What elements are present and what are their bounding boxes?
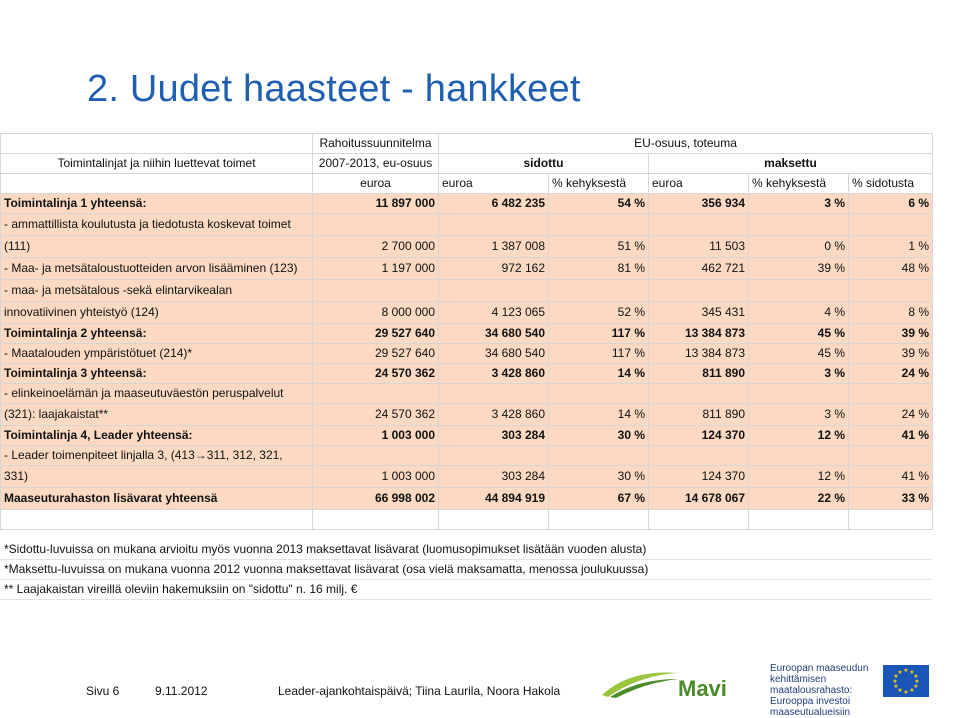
- maksettu-pct: 39 %: [749, 258, 849, 280]
- row-label: Maaseuturahaston lisävarat yhteensä: [1, 488, 313, 510]
- svg-text:★: ★: [909, 687, 915, 694]
- maksettu-pct: 12 %: [749, 466, 849, 488]
- sidotusta-pct: 39 %: [849, 344, 933, 364]
- sidottu-value: 4 123 065: [439, 302, 549, 324]
- maksettu-value: 124 370: [649, 466, 749, 488]
- table-row: [1, 446, 933, 466]
- sidottu-pct: 14 %: [549, 404, 649, 426]
- mavi-wordmark: Mavi: [678, 676, 727, 701]
- maksettu-value: 13 384 873: [649, 324, 749, 344]
- sidottu-value: 3 428 860: [439, 404, 549, 426]
- svg-text:★: ★: [903, 689, 909, 696]
- maksettu-value: 124 370: [649, 426, 749, 446]
- plan-value: 1 197 000: [313, 258, 439, 280]
- row-label: - ammattillista koulutusta ja tiedotusta koskevat toimet: [1, 214, 313, 236]
- row-label: - maa- ja metsätalous -sekä elintarvikealan: [1, 280, 313, 302]
- table-row: [1, 324, 933, 344]
- footnote: *Sidottu-luvuissa on mukana arvioitu myös vuonna 2013 maksettavat lisävarat (luomusopimukset lisätään vuoden alusta): [0, 540, 932, 560]
- sidotusta-pct: 8 %: [849, 302, 933, 324]
- svg-text:★: ★: [909, 669, 915, 676]
- sidottu-value: 34 680 540: [439, 344, 549, 364]
- sidottu-pct: 30 %: [549, 426, 649, 446]
- sidottu-value: 1 387 008: [439, 236, 549, 258]
- table-row-total: [1, 488, 933, 510]
- plan-value: 1 003 000: [313, 466, 439, 488]
- header-maksettu: maksettu: [649, 154, 933, 174]
- table-row: [1, 364, 933, 384]
- header-eu-title: EU-osuus, toteuma: [439, 134, 933, 154]
- row-label-2: innovatiivinen yhteistyö (124): [1, 302, 313, 324]
- maksettu-value: 462 721: [649, 258, 749, 280]
- sidottu-pct: 81 %: [549, 258, 649, 280]
- row-label: Toimintalinja 4, Leader yhteensä:: [1, 426, 313, 446]
- mavi-logo-icon: [600, 665, 680, 699]
- plan-value: 2 700 000: [313, 236, 439, 258]
- sidottu-pct: 117 %: [549, 344, 649, 364]
- maksettu-pct: 45 %: [749, 344, 849, 364]
- sidottu-value: 972 162: [439, 258, 549, 280]
- plan-value: 29 527 640: [313, 324, 439, 344]
- maksettu-value: 811 890: [649, 364, 749, 384]
- sidottu-pct: 117 %: [549, 324, 649, 344]
- row-label: Toimintalinja 3 yhteensä:: [1, 364, 313, 384]
- eu-flag-icon: [883, 665, 929, 697]
- sidotusta-pct: 39 %: [849, 324, 933, 344]
- svg-text:★: ★: [893, 673, 899, 680]
- svg-text:★: ★: [897, 687, 903, 694]
- footer-date: 9.11.2012: [155, 684, 208, 698]
- sidotusta-pct: 41 %: [849, 426, 933, 446]
- table-row-cont: [1, 236, 933, 258]
- row-label: - Maatalouden ympäristötuet (214)*: [1, 344, 313, 364]
- maksettu-value: 14 678 067: [649, 488, 749, 510]
- footnote: *Maksettu-luvuissa on mukana vuonna 2012 vuonna maksettavat lisävarat (osa vielä maksamatta, menossa joulukuussa): [0, 560, 932, 580]
- header-euroa-2: euroa: [649, 174, 749, 194]
- row-label: Toimintalinja 1 yhteensä:: [1, 194, 313, 214]
- table-row-cont: [1, 404, 933, 426]
- plan-value: 29 527 640: [313, 344, 439, 364]
- sidottu-pct: 30 %: [549, 466, 649, 488]
- data-table: [0, 133, 933, 530]
- page-title: 2. Uudet haasteet - hankkeet: [87, 68, 581, 110]
- row-label-2: (111): [1, 236, 313, 258]
- plan-value: 24 570 362: [313, 364, 439, 384]
- row-label-2: 331): [1, 466, 313, 488]
- plan-value: 24 570 362: [313, 404, 439, 426]
- header-plan-2: 2007-2013, eu-osuus: [313, 154, 439, 174]
- maksettu-value: 811 890: [649, 404, 749, 426]
- header-pct-1: % kehyksestä: [549, 174, 649, 194]
- header-cell: [1, 134, 313, 154]
- svg-text:★: ★: [892, 678, 898, 685]
- header-pct-2: % kehyksestä: [749, 174, 849, 194]
- table-row: [1, 426, 933, 446]
- plan-value: 1 003 000: [313, 426, 439, 446]
- row-label: Toimintalinja 2 yhteensä:: [1, 324, 313, 344]
- maksettu-pct: 22 %: [749, 488, 849, 510]
- svg-text:★: ★: [913, 673, 919, 680]
- row-label: - elinkeinoelämän ja maaseutuväestön peruspalvelut: [1, 384, 313, 404]
- table-row: [1, 280, 933, 302]
- sidottu-pct: 67 %: [549, 488, 649, 510]
- maksettu-pct: 3 %: [749, 194, 849, 214]
- footnotes: [0, 540, 932, 600]
- footer-event: Leader-ajankohtaispäivä; Tiina Laurila, Noora Hakola: [278, 684, 561, 698]
- eu-fund-text: [770, 663, 890, 718]
- plan-value: 66 998 002: [313, 488, 439, 510]
- svg-text:★: ★: [913, 683, 919, 690]
- header-euroa-1: euroa: [439, 174, 549, 194]
- sidotusta-pct: 24 %: [849, 404, 933, 426]
- header-plan-1: Rahoitussuunnitelma: [313, 134, 439, 154]
- svg-text:★: ★: [893, 683, 899, 690]
- sidottu-pct: 54 %: [549, 194, 649, 214]
- sidotusta-pct: 33 %: [849, 488, 933, 510]
- plan-value: 11 897 000: [313, 194, 439, 214]
- header-sidottu: sidottu: [439, 154, 649, 174]
- sidottu-value: 303 284: [439, 426, 549, 446]
- svg-text:★: ★: [897, 669, 903, 676]
- header-plan-3: euroa: [313, 174, 439, 194]
- maksettu-value: 11 503: [649, 236, 749, 258]
- eu-line: Euroopan maaseudun: [770, 663, 869, 674]
- maksettu-value: 345 431: [649, 302, 749, 324]
- table-row: [1, 344, 933, 364]
- table-row-cont: [1, 302, 933, 324]
- header-col0: Toimintalinjat ja niihin luettevat toimet: [1, 154, 313, 174]
- row-label: - Maa- ja metsätaloustuotteiden arvon lisääminen (123): [1, 258, 313, 280]
- sidottu-pct: 51 %: [549, 236, 649, 258]
- sidottu-value: 44 894 919: [439, 488, 549, 510]
- maksettu-value: 356 934: [649, 194, 749, 214]
- sidottu-value: 303 284: [439, 466, 549, 488]
- page-number: Sivu 6: [86, 684, 120, 698]
- maksettu-pct: 45 %: [749, 324, 849, 344]
- row-label-2: (321): laajakaistat**: [1, 404, 313, 426]
- sidottu-pct: 14 %: [549, 364, 649, 384]
- table-row: [1, 258, 933, 280]
- table-row: [1, 214, 933, 236]
- table-row: [1, 384, 933, 404]
- sidottu-value: 34 680 540: [439, 324, 549, 344]
- table-row-cont: [1, 466, 933, 488]
- sidotusta-pct: 48 %: [849, 258, 933, 280]
- header-pct-3: % sidotusta: [849, 174, 933, 194]
- eu-line: Eurooppa investoi maaseutualueisiin: [770, 696, 851, 718]
- header-cell: [1, 174, 313, 194]
- maksettu-pct: 0 %: [749, 236, 849, 258]
- sidottu-value: 3 428 860: [439, 364, 549, 384]
- sidotusta-pct: 24 %: [849, 364, 933, 384]
- sidottu-pct: 52 %: [549, 302, 649, 324]
- sidotusta-pct: 6 %: [849, 194, 933, 214]
- table-row: [1, 194, 933, 214]
- row-label: - Leader toimenpiteet linjalla 3, (413→311, 312, 321,: [1, 446, 313, 466]
- plan-value: 8 000 000: [313, 302, 439, 324]
- maksettu-pct: 3 %: [749, 364, 849, 384]
- maksettu-value: 13 384 873: [649, 344, 749, 364]
- sidotusta-pct: 1 %: [849, 236, 933, 258]
- maksettu-pct: 3 %: [749, 404, 849, 426]
- sidotusta-pct: 41 %: [849, 466, 933, 488]
- maksettu-pct: 4 %: [749, 302, 849, 324]
- svg-text:★: ★: [914, 678, 920, 685]
- eu-line: kehittämisen maatalousrahasto:: [770, 674, 853, 696]
- footnote: ** Laajakaistan vireillä oleviin hakemuksiin on "sidottu" n. 16 milj. €: [0, 580, 932, 600]
- maksettu-pct: 12 %: [749, 426, 849, 446]
- svg-text:★: ★: [903, 667, 909, 674]
- sidottu-value: 6 482 235: [439, 194, 549, 214]
